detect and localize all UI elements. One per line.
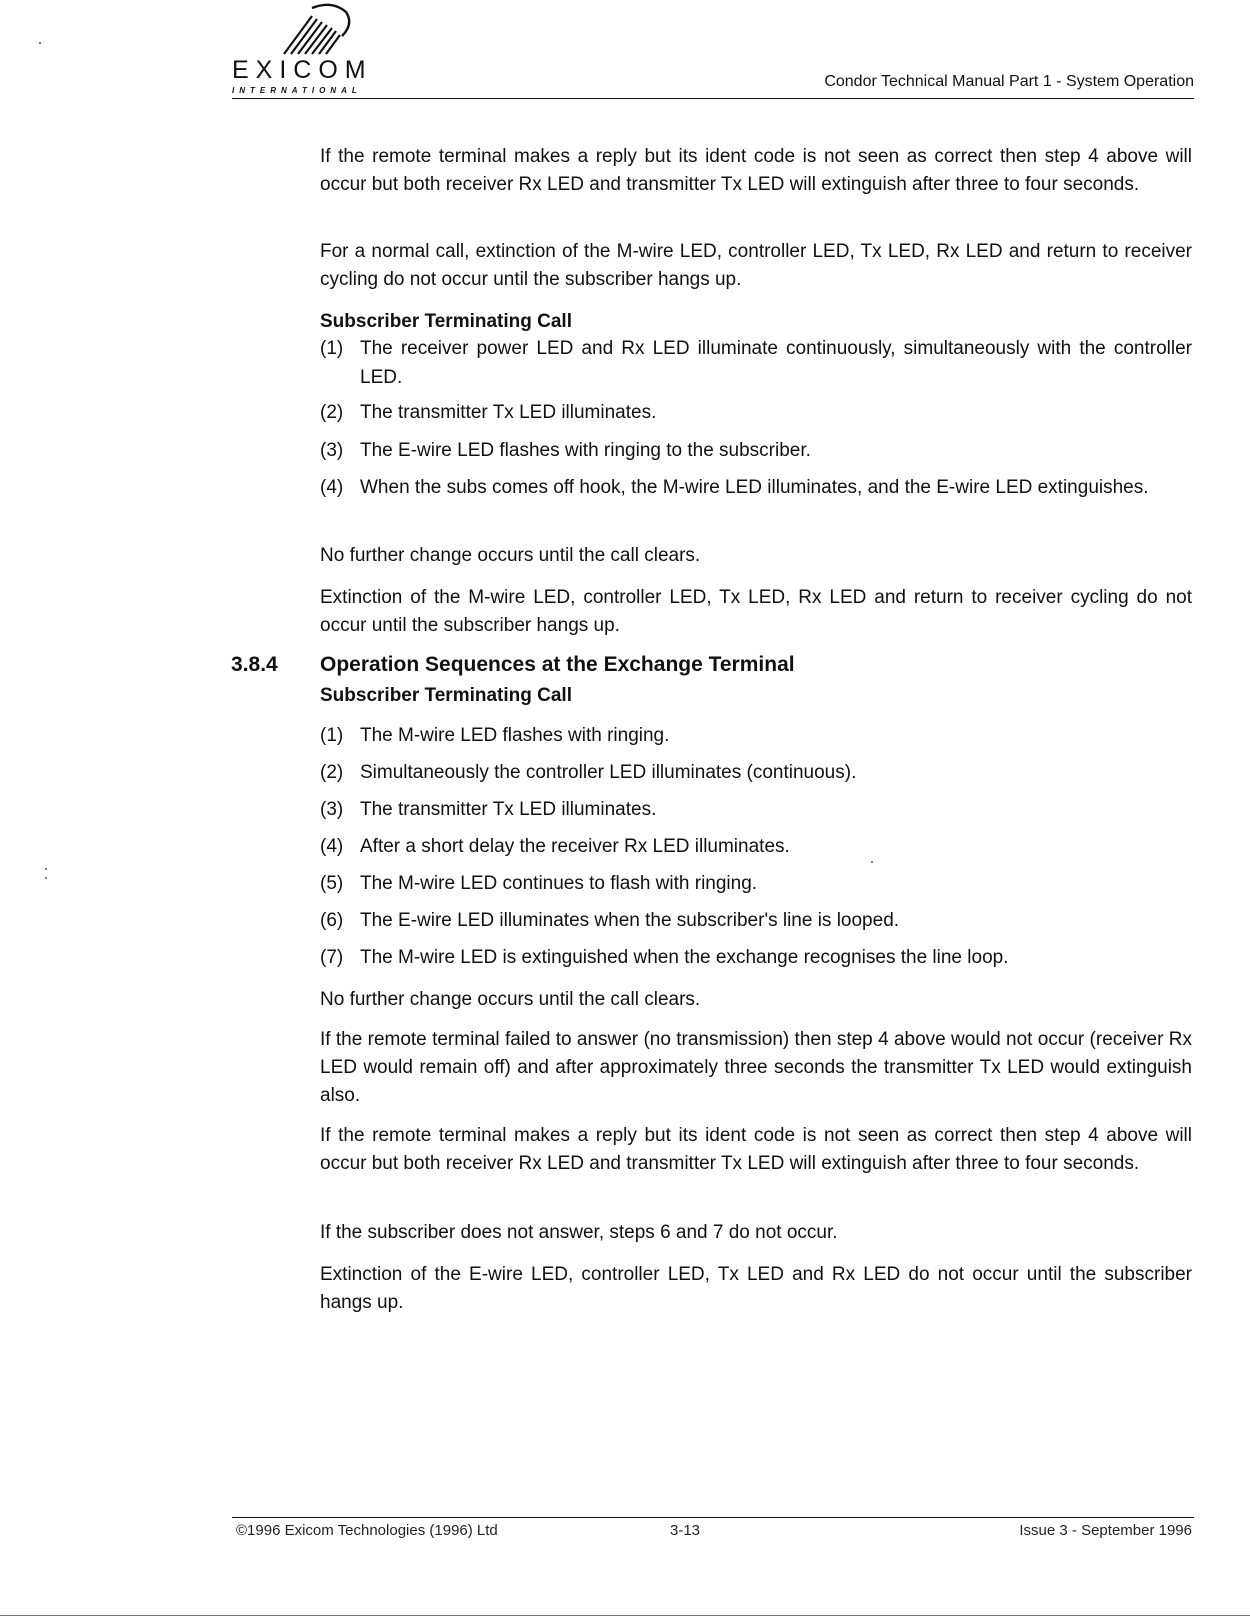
list-item-text: The M-wire LED is extinguished when the exchange recognises the line loop.: [360, 947, 1009, 968]
list-item-number: (2): [320, 762, 344, 783]
list-item-text: The E-wire LED flashes with ringing to the subscriber.: [360, 440, 811, 461]
list-item-number: (5): [320, 873, 344, 894]
scan-speck: [871, 861, 873, 863]
logo-name: EXICOM: [232, 56, 373, 84]
list-item-text: After a short delay the receiver Rx LED illuminates.: [360, 836, 790, 857]
copyright-notice: ©1996 Exicom Technologies (1996) Ltd: [236, 1522, 498, 1539]
issue-date: Issue 3 - September 1996: [1019, 1522, 1192, 1539]
exicom-logo: [232, 0, 402, 100]
list-item-text: The transmitter Tx LED illuminates.: [360, 402, 657, 423]
list-item-number: (6): [320, 910, 344, 931]
scan-speck: [45, 877, 47, 879]
footer-divider: [232, 1517, 1194, 1518]
list-item-number: (2): [320, 402, 344, 423]
section-number: 3.8.4: [231, 653, 278, 676]
exchange-subscriber-call-heading: Subscriber Terminating Call: [320, 685, 572, 706]
list-item-number: (7): [320, 947, 344, 968]
exchange-paragraph-4: If the subscriber does not answer, steps 6 and 7 do not occur.: [320, 1222, 838, 1243]
document-title: Condor Technical Manual Part 1 - System Operation: [824, 73, 1194, 90]
exchange-paragraph-2: If the remote terminal failed to answer (no transmission) then step 4 above would not occur (receiver Rx LED would remain off) and after approximately three seconds the transmitter Tx LED would extinguish also.: [320, 1029, 1192, 1106]
subscriber-call-heading: Subscriber Terminating Call: [320, 311, 572, 332]
exchange-paragraph-3: If the remote terminal makes a reply but its ident code is not seen as correct then step 4 above will occur but both receiver Rx LED and transmitter Tx LED will extinguish after three to four seconds.: [320, 1125, 1192, 1174]
list-item-text: The M-wire LED continues to flash with ringing.: [360, 873, 758, 894]
list-item-number: (1): [320, 725, 344, 746]
scan-speck: [39, 42, 41, 44]
list-item-text: When the subs comes off hook, the M-wire LED illuminates, and the E-wire LED extinguishes.: [360, 477, 1149, 498]
subscriber-note-2: Extinction of the M-wire LED, controller LED, Tx LED, Rx LED and return to receiver cycling do not occur until the subscriber hangs up.: [320, 587, 1192, 636]
section-title: Operation Sequences at the Exchange Terminal: [320, 653, 795, 676]
list-item-text: The transmitter Tx LED illuminates.: [360, 799, 657, 820]
logo-emblem-icon: [272, 2, 362, 58]
list-item-number: (4): [320, 836, 344, 857]
page-number: 3-13: [670, 1522, 701, 1539]
list-item-text: The M-wire LED flashes with ringing.: [360, 725, 670, 746]
list-item-number: (3): [320, 440, 344, 461]
list-item-number: (4): [320, 477, 344, 498]
list-item-text: The E-wire LED illuminates when the subscriber's line is looped.: [360, 910, 900, 931]
exchange-paragraph-1: No further change occurs until the call clears.: [320, 989, 701, 1010]
header-divider: [232, 98, 1194, 99]
logo-subtitle: INTERNATIONAL: [232, 86, 362, 95]
exchange-paragraph-5: Extinction of the E-wire LED, controller LED, Tx LED and Rx LED do not occur until the subscriber hangs up.: [320, 1264, 1192, 1313]
scan-speck: [45, 868, 47, 870]
intro-paragraph-2: For a normal call, extinction of the M-wire LED, controller LED, Tx LED, Rx LED and return to receiver cycling do not occur until the subscriber hangs up.: [320, 241, 1192, 290]
subscriber-note-1: No further change occurs until the call clears.: [320, 545, 701, 566]
list-item-number: (3): [320, 799, 344, 820]
intro-paragraph-1: If the remote terminal makes a reply but its ident code is not seen as correct then step 4 above will occur but both receiver Rx LED and transmitter Tx LED will extinguish after three to four seconds.: [320, 146, 1192, 195]
list-item-number: (1): [320, 338, 344, 359]
list-item-text: The receiver power LED and Rx LED illuminate continuously, simultaneously with the controller LED.: [360, 338, 1192, 388]
scan-bottom-edge: [0, 1615, 1250, 1616]
list-item-text: Simultaneously the controller LED illuminates (continuous).: [360, 762, 857, 783]
